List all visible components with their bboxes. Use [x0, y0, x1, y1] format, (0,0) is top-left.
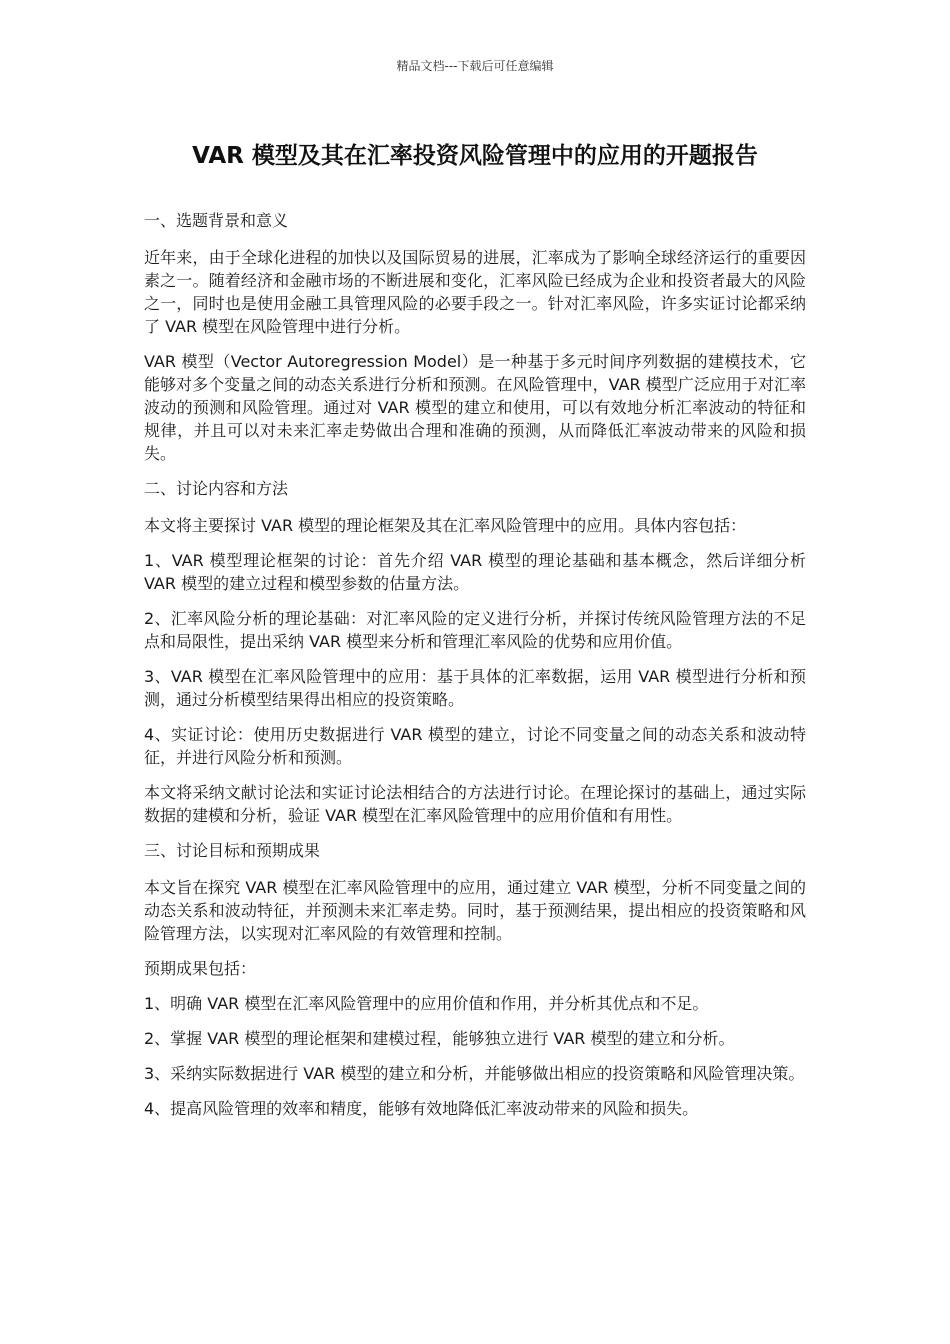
section-heading-background: 一、选题背景和意义 — [144, 211, 289, 230]
paragraph: 近年来，由于全球化进程的加快以及国际贸易的进展，汇率成为了影响全球经济运行的重要因素之一。随着经济和金融市场的不断进展和变化，汇率风险已经成为企业和投资者最大的风险之一，同时也是使用金融工具管理风险的必要手段之一。针对汇率风险，许多实证讨论都采纳了 VAR 模型在风险管理中进行分析。 — [144, 248, 806, 336]
list-item: 3、采纳实际数据进行 VAR 模型的建立和分析，并能够做出相应的投资策略和风险管理决策。 — [144, 1064, 805, 1083]
section-heading-goals-outcomes: 三、讨论目标和预期成果 — [144, 841, 321, 860]
document-title: VAR 模型及其在汇率投资风险管理中的应用的开题报告 — [192, 143, 758, 169]
list-item: 4、提高风险管理的效率和精度，能够有效地降低汇率波动带来的风险和损失。 — [144, 1099, 699, 1118]
paragraph: VAR 模型（Vector Autoregression Model）是一种基于多元时间序列数据的建模技术，它能够对多个变量之间的动态关系进行分析和预测。在风险管理中，VAR 模型广泛应用于对汇率波动的预测和风险管理。通过对 VAR 模型的建立和使用，可以有效地分析汇率波动的特征和规律，并且可以对未来汇率走势做出合理和准确的预测，从而降低汇率波动带来的风险和损失。 — [144, 352, 806, 463]
section-heading-content-methods: 二、讨论内容和方法 — [144, 479, 289, 498]
paragraph: 本文将主要探讨 VAR 模型的理论框架及其在汇率风险管理中的应用。具体内容包括： — [144, 516, 747, 535]
list-item: 2、掌握 VAR 模型的理论框架和建模过程，能够独立进行 VAR 模型的建立和分析。 — [144, 1029, 735, 1048]
list-item: 1、明确 VAR 模型在汇率风险管理中的应用价值和作用，并分析其优点和不足。 — [144, 994, 709, 1013]
paragraph: 本文将采纳文献讨论法和实证讨论法相结合的方法进行讨论。在理论探讨的基础上，通过实际数据的建模和分析，验证 VAR 模型在汇率风险管理中的应用价值和有用性。 — [144, 783, 806, 825]
list-item: 2、汇率风险分析的理论基础：对汇率风险的定义进行分析，并探讨传统风险管理方法的不足点和局限性，提出采纳 VAR 模型来分析和管理汇率风险的优势和应用价值。 — [144, 609, 806, 651]
list-item: 1、VAR 模型理论框架的讨论：首先介绍 VAR 模型的理论基础和基本概念，然后详细分析 VAR 模型的建立过程和模型参数的估量方法。 — [144, 551, 806, 593]
paragraph: 预期成果包括： — [144, 959, 257, 978]
document-body — [144, 209, 806, 1132]
list-item: 3、VAR 模型在汇率风险管理中的应用：基于具体的汇率数据，运用 VAR 模型进行分析和预测，通过分析模型结果得出相应的投资策略。 — [144, 667, 806, 709]
page-header: 精品文档---下载后可任意编辑 — [396, 59, 554, 73]
list-item: 4、实证讨论：使用历史数据进行 VAR 模型的建立，讨论不同变量之间的动态关系和波动特征，并进行风险分析和预测。 — [144, 725, 806, 767]
paragraph: 本文旨在探究 VAR 模型在汇率风险管理中的应用，通过建立 VAR 模型，分析不同变量之间的动态关系和波动特征，并预测未来汇率走势。同时，基于预测结果，提出相应的投资策略和风险管理方法，以实现对汇率风险的有效管理和控制。 — [144, 878, 806, 943]
